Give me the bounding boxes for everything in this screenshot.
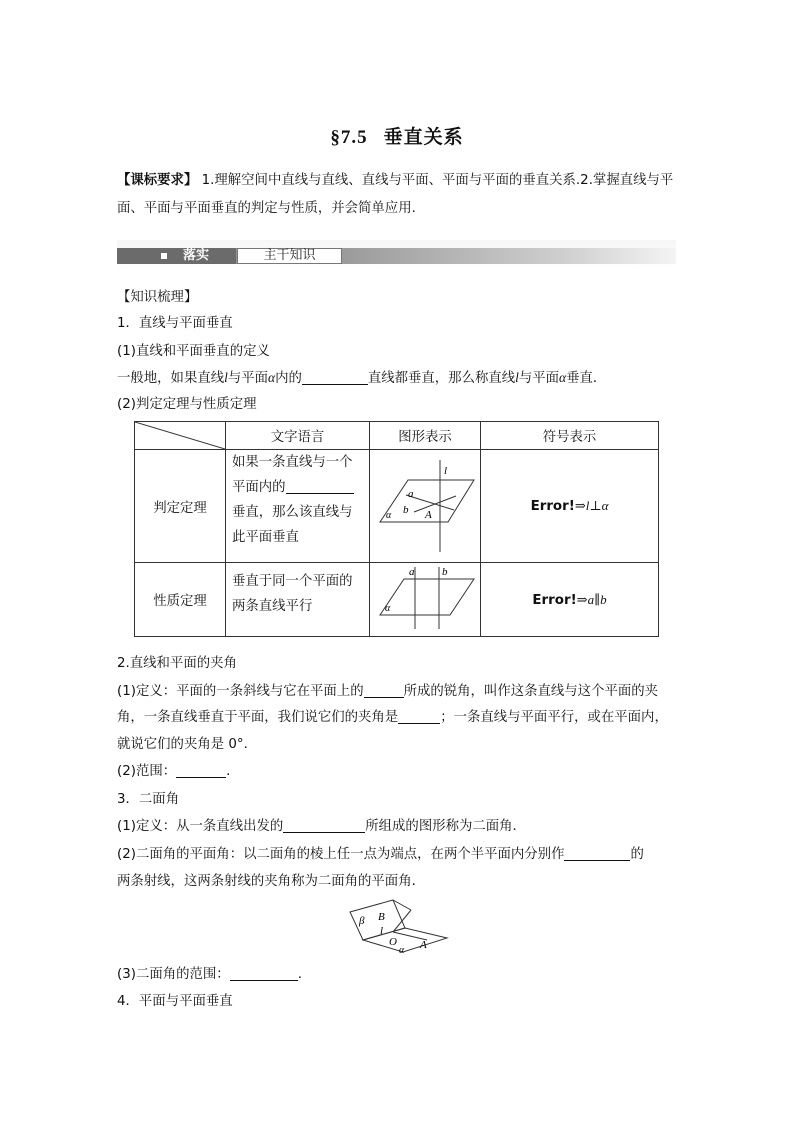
s2-line-1: (1)定义：平面的一条斜线与它在平面上的 所成的锐角，叫作这条直线与这个平面的夹 bbox=[117, 684, 659, 699]
table-corner-cell bbox=[135, 422, 226, 450]
row2-name: 性质定理 bbox=[135, 563, 226, 637]
banner-light-label: 主干知识 bbox=[237, 248, 342, 264]
requirement-line-1: 【课标要求】 1.理解空间中直线与直线、直线与平面、平面与平面的垂直关系.2.掌握直线与平 bbox=[117, 173, 674, 188]
header-text: 文字语言 bbox=[226, 422, 370, 450]
perpendicular-property-figure bbox=[370, 563, 480, 632]
svg-text:a: a bbox=[409, 566, 415, 578]
s3-range: (3)二面角的范围： . bbox=[117, 967, 302, 982]
header-figure: 图形表示 bbox=[370, 422, 481, 450]
s1-sub1: (1)直线和平面垂直的定义 bbox=[117, 344, 270, 359]
blank bbox=[286, 479, 354, 494]
svg-text:a: a bbox=[408, 488, 414, 500]
s3-definition: (1)定义：从一条直线出发的 所组成的图形称为二面角． bbox=[117, 819, 526, 834]
s2-heading: 2.直线和平面的夹角 bbox=[117, 656, 237, 671]
svg-text:b: b bbox=[403, 504, 409, 516]
blank bbox=[364, 683, 404, 698]
section-title: 垂直关系 bbox=[383, 126, 464, 148]
blank bbox=[398, 709, 440, 724]
svg-text:A: A bbox=[420, 939, 427, 951]
s1-definition: 一般地，如果直线l与平面α内的 直线都垂直，那么称直线l与平面α垂直． bbox=[117, 370, 607, 386]
row2-figure bbox=[370, 563, 481, 637]
svg-text:α: α bbox=[386, 510, 392, 521]
dihedral-angle-figure bbox=[345, 896, 449, 958]
requirement-line-2: 面、平面与平面垂直的判定与性质，并会简单应用. bbox=[117, 201, 416, 216]
svg-text:l: l bbox=[380, 925, 384, 937]
row1-text: 如果一条直线与一个 平面内的 垂直，那么该直线与 此平面垂直 bbox=[226, 450, 370, 563]
s2-range: (2)范围： . bbox=[117, 764, 231, 779]
blank bbox=[230, 966, 298, 981]
header-symbol: 符号表示 bbox=[481, 422, 659, 450]
s1-heading: 1．直线与平面垂直 bbox=[117, 316, 233, 331]
table-row bbox=[135, 450, 659, 563]
svg-text:B: B bbox=[378, 911, 385, 923]
s3-plane-1: (2)二面角的平面角：以二面角的棱上任一点为端点，在两个半平面内分别作 的 bbox=[117, 847, 644, 862]
svg-text:b: b bbox=[442, 566, 448, 578]
s4-heading: 4．平面与平面垂直 bbox=[117, 994, 233, 1009]
s1-sub2: (2)判定定理与性质定理 bbox=[117, 397, 257, 412]
row2-symbol: Error!⇒a∥b bbox=[481, 563, 659, 637]
blank bbox=[176, 763, 226, 778]
diagonal-line-icon bbox=[135, 422, 225, 449]
blank bbox=[283, 818, 365, 833]
s3-heading: 3．二面角 bbox=[117, 792, 180, 807]
row1-name: 判定定理 bbox=[135, 450, 226, 563]
svg-text:β: β bbox=[359, 915, 365, 927]
square-bullet-icon bbox=[161, 253, 167, 259]
section-number: §7.5 bbox=[330, 127, 368, 148]
s2-line-3: 就说它们的夹角是 0°. bbox=[117, 737, 248, 752]
blank bbox=[302, 370, 368, 385]
s2-line-2: 角，一条直线垂直于平面，我们说它们的夹角是 ；一条直线与平面平行，或在平面内， bbox=[117, 710, 668, 725]
svg-text:l: l bbox=[444, 465, 448, 477]
svg-text:α: α bbox=[385, 603, 391, 614]
page-title bbox=[0, 122, 794, 149]
theorem-table bbox=[134, 421, 659, 637]
svg-text:O: O bbox=[389, 936, 397, 948]
row1-figure bbox=[370, 450, 481, 563]
blank bbox=[564, 846, 630, 861]
knowledge-tag: 【知识梳理】 bbox=[117, 290, 198, 305]
banner-dark-label: 落实 bbox=[117, 248, 236, 264]
section-banner bbox=[117, 240, 676, 270]
s3-plane-2: 两条射线，这两条射线的夹角称为二面角的平面角． bbox=[117, 874, 425, 889]
svg-text:α: α bbox=[399, 945, 405, 956]
table-row bbox=[135, 563, 659, 637]
perpendicular-judgement-figure bbox=[370, 450, 480, 558]
svg-text:A: A bbox=[425, 509, 432, 521]
requirement-tag: 【课标要求】 bbox=[117, 173, 198, 188]
row1-symbol: Error!⇒l⊥α bbox=[481, 450, 659, 563]
row2-text: 垂直于同一个平面的 两条直线平行 bbox=[226, 563, 370, 637]
